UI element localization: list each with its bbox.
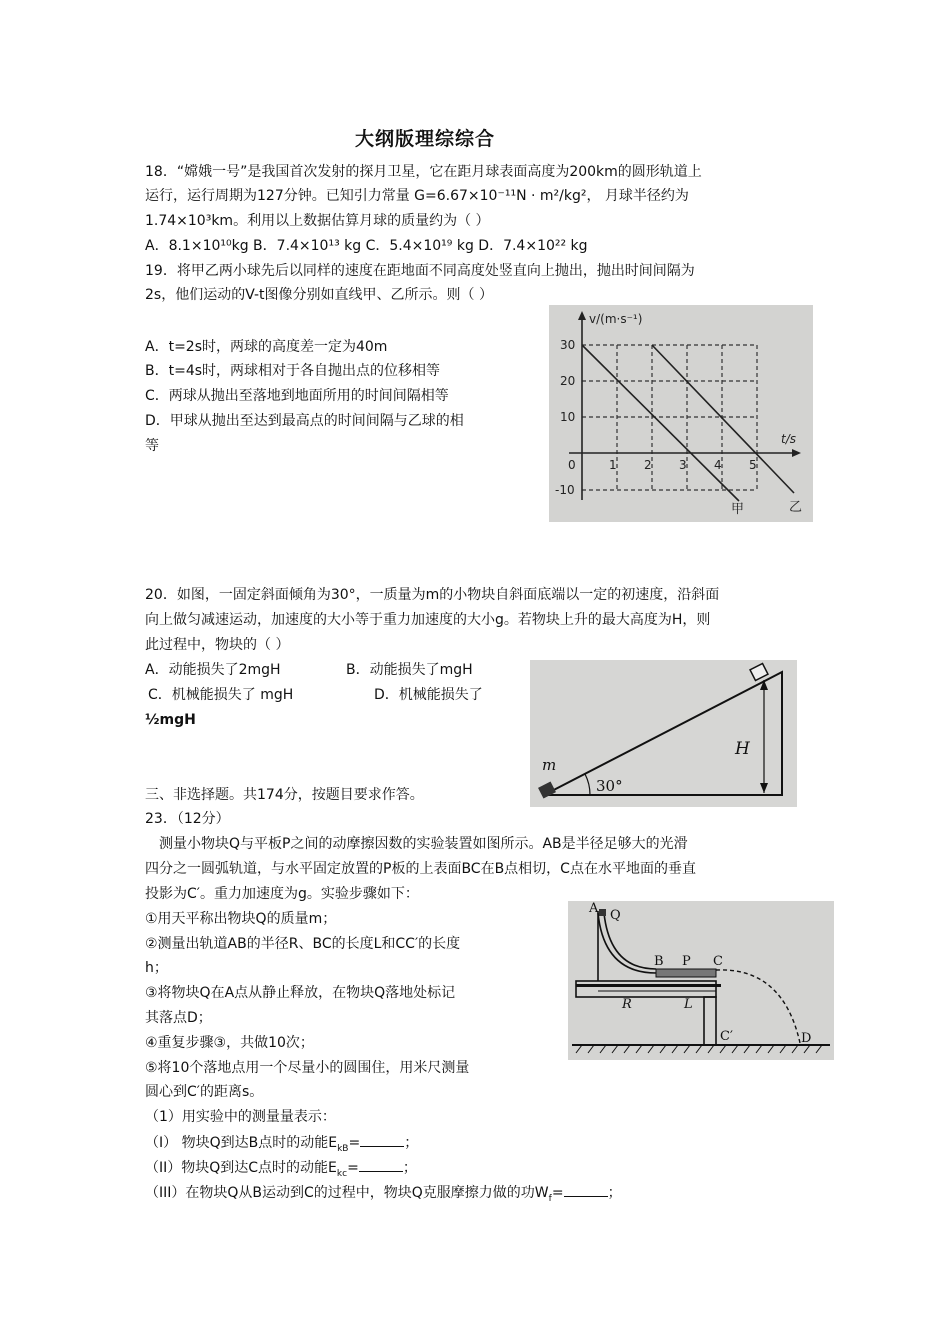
- q18-options: A．8.1×10¹⁰kg B．7.4×10¹³ kg C．5.4×10¹⁹ kg D．7.4×10²² kg: [145, 238, 588, 254]
- q20-line-3: 此过程中，物块的（ ）: [145, 637, 290, 653]
- vt-graph: [549, 305, 813, 522]
- vt-ytick-10: 10: [560, 410, 576, 424]
- vt-ylabel: v/(m·s⁻¹): [589, 312, 643, 326]
- section-3-heading: 三、非选择题。共174分，按题目要求作答。: [145, 787, 424, 803]
- q18-line-3: 1.74×10³km。利用以上数据估算月球的质量约为（ ）: [145, 213, 490, 229]
- friction-apparatus-figure: [568, 901, 834, 1060]
- q20-option-c: C．机械能损失了 mgH: [148, 687, 294, 703]
- q23-sub-iii: [145, 1182, 622, 1203]
- q19-option-b: B．t=4s时，两球相对于各自抛出点的位移相等: [145, 363, 441, 379]
- page-title: 大纲版理综综合: [355, 128, 496, 150]
- friction-apparatus-diagram: [568, 901, 834, 1060]
- q23-sub-iii-subscript: f: [548, 1193, 552, 1204]
- q23-step-4: ④重复步骤③，共做10次；: [145, 1035, 314, 1051]
- vt-xtick-2: 2: [644, 458, 652, 472]
- apparatus-label-a: A: [589, 901, 599, 916]
- q20-line-2: 向上做匀减速运动，加速度的大小等于重力加速度的大小g。若物块上升的最大高度为H，则: [145, 612, 711, 628]
- vt-xtick-4: 4: [714, 458, 722, 472]
- q18-line-1: 18．“嫦娥一号”是我国首次发射的探月卫星，它在距月球表面高度为200km的圆形轨道上: [145, 164, 702, 180]
- q19-line-1: 19．将甲乙两小球先后以同样的速度在距地面不同高度处竖直向上抛出，抛出时间间隔为: [145, 263, 695, 279]
- vt-line-jia-label: 甲: [731, 502, 745, 517]
- q23-step-5-cont: 圆心到C′的距离s。: [145, 1084, 264, 1100]
- q23-step-5: ⑤将10个落地点用一个尽量小的圆围住，用米尺测量: [145, 1060, 470, 1076]
- q23-sub-ii-answer-blank[interactable]: [359, 1157, 403, 1172]
- q23-sub-iii-answer-blank[interactable]: [564, 1182, 608, 1197]
- apparatus-label-r: R: [622, 997, 632, 1012]
- apparatus-label-l: L: [684, 997, 693, 1012]
- q23-subquestion-1: （1）用实验中的测量量表示：: [145, 1109, 336, 1125]
- q23-line-1: 测量小物块Q与平板P之间的动摩擦因数的实验装置如图所示。AB是半径足够大的光滑: [159, 836, 688, 852]
- q23-sub-i-text: （I） 物块Q到达B点时的动能E: [145, 1135, 338, 1151]
- incline-angle-label: 30°: [596, 777, 623, 795]
- q23-sub-i-semicolon: ；: [404, 1135, 419, 1151]
- q23-sub-i: [145, 1132, 418, 1153]
- incline-diagram: [530, 660, 797, 807]
- q23-step-2: ②测量出轨道AB的半径R、BC的长度L和CC′的长度: [145, 936, 461, 952]
- q23-line-3: 投影为C′。重力加速度为g。实验步骤如下：: [145, 886, 419, 902]
- vt-xtick-3: 3: [679, 458, 687, 472]
- q23-sub-ii-semicolon: ；: [402, 1160, 417, 1176]
- q23-sub-iii-semicolon: ；: [607, 1185, 622, 1201]
- q19-line-2: 2s，他们运动的V-t图像分别如直线甲、乙所示。则（ ）: [145, 287, 493, 303]
- apparatus-label-d: D: [801, 1031, 812, 1046]
- q23-sub-i-subscript: kB: [337, 1143, 349, 1154]
- q23-sub-ii-subscript: kc: [336, 1168, 348, 1179]
- q23-step-2-cont: h；: [145, 960, 168, 976]
- q18-line-2: 运行，运行周期为127分钟。已知引力常量 G=6.67×10⁻¹¹N · m²/kg²， 月球半径约为: [145, 188, 689, 204]
- vt-ytick-30: 30: [560, 338, 576, 352]
- q19-option-d-cont: 等: [145, 438, 159, 454]
- q19-option-c: C．两球从抛出至落地到地面所用的时间间隔相等: [145, 388, 449, 404]
- q20-line-1: 20．如图，一固定斜面倾角为30°，一质量为m的小物块自斜面底端以一定的初速度，沿斜面: [145, 587, 720, 603]
- q23-sub-ii-equals: =: [347, 1160, 359, 1176]
- q20-option-d: D．机械能损失了: [374, 687, 483, 703]
- q23-sub-ii-text: （II）物块Q到达C点时的动能E: [145, 1160, 337, 1176]
- apparatus-label-b: B: [654, 954, 664, 969]
- q19-option-a: A．t=2s时，两球的高度差一定为40m: [145, 339, 388, 355]
- vt-xtick-1: 1: [609, 458, 617, 472]
- q23-step-3-cont: 其落点D；: [145, 1010, 212, 1026]
- q23-step-1: ①用天平称出物块Q的质量m；: [145, 911, 337, 927]
- incline-height-label: H: [735, 739, 750, 759]
- vt-ytick-20: 20: [560, 374, 576, 388]
- apparatus-label-c-prime: C′: [720, 1029, 733, 1044]
- q20-option-d-cont: ½mgH: [145, 712, 196, 728]
- vt-xlabel: t/s: [781, 432, 796, 446]
- q23-sub-ii: [145, 1157, 417, 1178]
- apparatus-label-p: P: [682, 954, 691, 969]
- q23-sub-iii-text: （III）在物块Q从B运动到C的过程中，物块Q克服摩擦力做的功W: [145, 1185, 549, 1201]
- q23-sub-iii-equals: =: [551, 1185, 564, 1201]
- incline-figure: [530, 660, 797, 807]
- q23-step-3: ③将物块Q在A点从静止释放，在物块Q落地处标记: [145, 985, 456, 1001]
- vt-origin-label: 0: [568, 458, 576, 472]
- vt-xtick-5: 5: [749, 458, 757, 472]
- q23-heading: 23．（12分）: [145, 811, 230, 827]
- apparatus-label-q: Q: [610, 908, 621, 923]
- incline-mass-label: m: [542, 756, 557, 774]
- vt-line-yi-label: 乙: [789, 500, 803, 515]
- q19-option-d: D．甲球从抛出至达到最高点的时间间隔与乙球的相: [145, 413, 464, 429]
- q23-sub-i-equals: =: [348, 1135, 361, 1151]
- vt-graph-figure: [549, 305, 813, 522]
- q23-line-2: 四分之一圆弧轨道，与水平固定放置的P板的上表面BC在B点相切，C点在水平地面的垂直: [145, 861, 696, 877]
- q20-option-a: A．动能损失了2mgH: [145, 662, 281, 678]
- q20-option-b: B．动能损失了mgH: [346, 662, 473, 678]
- apparatus-label-c: C: [713, 954, 723, 969]
- vt-ytick-minus-10: -10: [555, 483, 575, 497]
- q23-sub-i-answer-blank[interactable]: [360, 1132, 404, 1147]
